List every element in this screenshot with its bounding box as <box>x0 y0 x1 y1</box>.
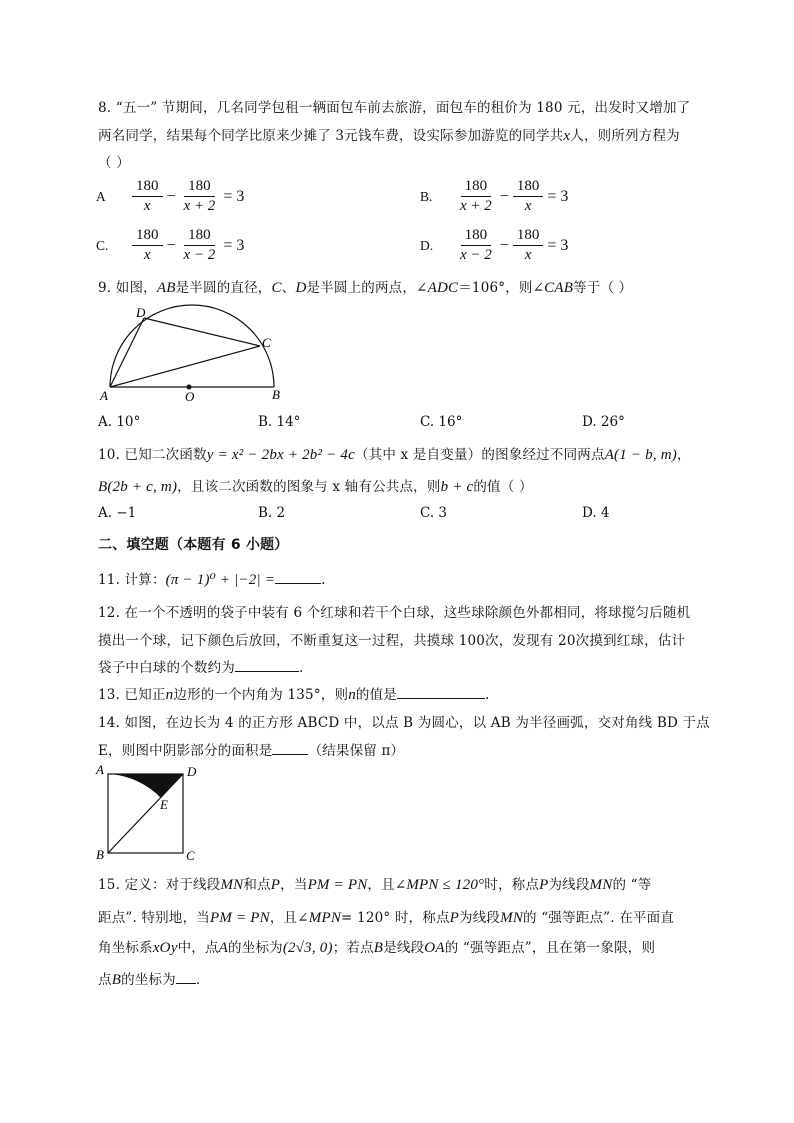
q8-option-a-label: A <box>96 188 106 204</box>
q12-line3: 袋子中白球的个数约为 . <box>98 660 304 676</box>
fraction: $\frac{180}{x + 2}$ <box>183 178 216 214</box>
q10-option-b[interactable]: B. 2 <box>258 505 286 521</box>
label-b: B <box>272 387 280 402</box>
label-b: B <box>96 847 104 862</box>
q8-option-d-label: D. <box>420 237 434 253</box>
label-c: C <box>186 848 195 863</box>
q10-point-b: B(2b + c, m) <box>98 479 178 495</box>
q11: 11. 计算：(π − 1)⁰ + |−2| = . <box>98 572 326 588</box>
q8-option-b[interactable]: B. $\frac{180}{x + 2}$ − $\frac{180}{x}$ = 3 <box>420 178 569 214</box>
q10-point-a: A(1 − b, m) <box>604 447 677 463</box>
q8-line2 <box>98 124 680 145</box>
label-e: E <box>160 797 168 812</box>
q13-answer-blank[interactable] <box>397 685 485 699</box>
q9-option-d[interactable]: D. 26° <box>582 414 625 430</box>
q8-option-c-label: C. <box>96 237 109 253</box>
q8-line2-b: 人，则所列方程为 <box>570 128 680 144</box>
q11-answer-blank[interactable] <box>275 570 321 584</box>
q8-option-c[interactable]: C. $\frac{180}{x}$ − $\frac{180}{x - 2}$ = 3 <box>96 227 245 263</box>
chord-ac <box>110 346 260 387</box>
q13: 13. 已知正n边形的一个内角为 135°，则n的值是 . <box>98 687 490 703</box>
q8-line1: 8. “五一” 节期间，几名同学包租一辆面包车前去旅游，面包车的租价为 180 元，出发时又增加了 <box>98 100 691 116</box>
q14-answer-blank[interactable] <box>272 741 308 755</box>
diagonal-bd <box>108 774 183 853</box>
fraction: $\frac{180}{x}$ <box>132 178 163 215</box>
q15-line3: 角坐标系xOy中，点A的坐标为(2√3, 0)；若点B是线段OA的 “强等距点”，且在第一象限，则 <box>98 940 656 956</box>
q15-line1: 15. 定义：对于线段MN和点P，当PM = PN，且∠MPN ≤ 120°时，称点P为线段MN的 “等 <box>98 877 652 893</box>
q14-square-figure <box>94 762 204 864</box>
semicircle-arc <box>110 305 274 387</box>
q15-answer-blank[interactable] <box>176 970 196 984</box>
q10-option-a[interactable]: A. −1 <box>98 505 137 521</box>
q9-option-c[interactable]: C. 16° <box>420 414 463 430</box>
label-a: A <box>100 388 108 403</box>
q8-option-b-label: B. <box>420 188 433 204</box>
label-d: D <box>136 305 146 320</box>
q14-line1: 14. 如图，在边长为 4 的正方形 ABCD 中，以点 B 为圆心，以 AB 为半径画弧，交对角线 BD 于点 <box>98 715 710 731</box>
q8-option-a[interactable]: A $\frac{180}{x}$ − $\frac{180}{x + 2}$ = 3 <box>96 178 245 214</box>
q10-line2: B(2b + c, m)，且该二次函数的图象与 x 轴有公共点，则b + c的值（ ） <box>98 479 533 495</box>
fraction: $\frac{180}{x - 2}$ <box>460 227 492 263</box>
q10-line1: 10. 已知二次函数y = x² − 2bx + 2b² − 4c（其中 x 是自变量）的图象经过不同两点A(1 − b, m)， <box>98 447 691 463</box>
q9-semicircle-figure <box>96 302 296 404</box>
q14-line2: E，则图中阴影部分的面积是 （结果保留 π） <box>98 743 405 759</box>
q9-option-a[interactable]: A. 10° <box>98 414 141 430</box>
q15-line2: 距点”. 特别地，当PM = PN，且∠MPN= 120° 时，称点P为线段MN的 “强等距点”. 在平面直 <box>98 910 675 926</box>
q10-option-c[interactable]: C. 3 <box>420 505 448 521</box>
q15-line4: 点B的坐标为 . <box>98 972 201 988</box>
q12-line1: 12. 在一个不透明的袋子中装有 6 个红球和若干个白球，这些球除颜色外都相同，将球搅匀后随机 <box>98 605 691 621</box>
label-a: A <box>96 762 104 777</box>
section-heading-fill-in: 二、填空题（本题有 6 小题） <box>98 537 289 553</box>
q8-paren: （ ） <box>98 155 130 171</box>
fraction: $\frac{180}{x}$ <box>513 227 544 264</box>
q12-answer-blank[interactable] <box>235 658 299 672</box>
label-d: D <box>187 764 197 779</box>
q9-stem: 9. 如图，AB是半圆的直径，C、D是半圆上的两点，∠ADC＝106°，则∠CAB等于（ ） <box>98 280 633 296</box>
label-c: C <box>262 335 271 350</box>
fraction: $\frac{180}{x + 2}$ <box>460 178 492 214</box>
q9-option-b[interactable]: B. 14° <box>258 414 301 430</box>
q10-option-d[interactable]: D. 4 <box>582 505 610 521</box>
q11-expression: (π − 1)⁰ + |−2| = <box>165 572 276 588</box>
q15-coordinate: (2√3, 0) <box>282 940 333 956</box>
fraction: $\frac{180}{x}$ <box>132 227 163 264</box>
q8-var-x: x <box>563 128 571 144</box>
chord-ad <box>110 318 144 387</box>
q8-option-d[interactable]: D. $\frac{180}{x - 2}$ − $\frac{180}{x}$ = 3 <box>420 227 569 263</box>
fraction: $\frac{180}{x}$ <box>513 178 544 215</box>
q8-line2-a: 两名同学，结果每个同学比原来少摊了 3元钱车费，设实际参加游览的同学共 <box>98 128 564 144</box>
fraction: $\frac{180}{x - 2}$ <box>183 227 216 263</box>
label-o: O <box>185 389 195 404</box>
q10-function: y = x² − 2bx + 2b² − 4c <box>206 447 355 463</box>
q12-line2: 摸出一个球，记下颜色后放回，不断重复这一过程，共摸球 100次，发现有 20次摸到红球，估计 <box>98 633 686 649</box>
